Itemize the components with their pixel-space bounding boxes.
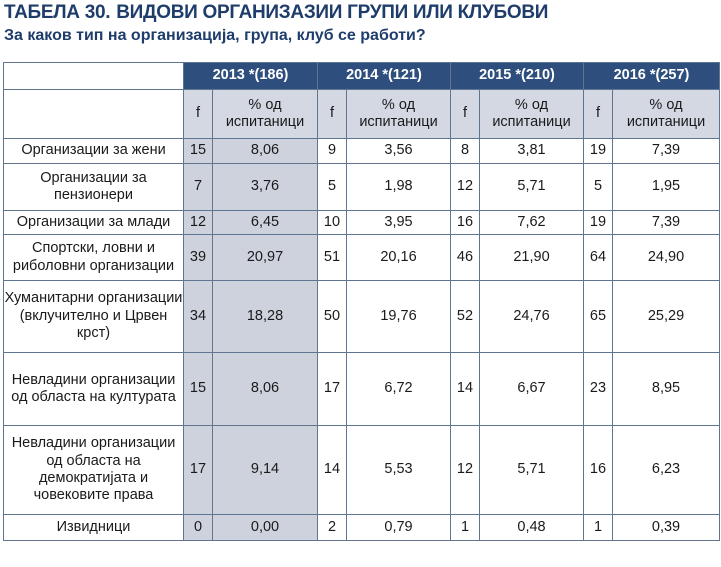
col-pct-header: % од испитаници [213,90,318,139]
cell-f: 64 [584,235,613,281]
cell-pct: 5,71 [480,426,584,515]
year-header: 2013 *(186) [184,63,318,90]
table-title-text: ВИДОВИ ОРГАНИЗАЗИИ ГРУПИ ИЛИ КЛУБОВИ [116,2,549,23]
row-label: Извидници [4,515,184,541]
cell-f: 19 [584,211,613,235]
cell-f: 5 [318,164,347,211]
cell-f: 17 [184,426,213,515]
row-label: Спортски, ловни и риболовни организации [4,235,184,281]
cell-f: 19 [584,139,613,164]
table-row [4,235,720,281]
cell-f: 2 [318,515,347,541]
cell-f: 34 [184,281,213,353]
cell-pct: 18,28 [213,281,318,353]
cell-pct: 9,14 [213,426,318,515]
cell-f: 1 [584,515,613,541]
cell-f: 0 [184,515,213,541]
cell-pct: 0,48 [480,515,584,541]
cell-f: 1 [451,515,480,541]
cell-pct: 24,76 [480,281,584,353]
cell-f: 15 [184,353,213,426]
row-label: Невладини организации од областа на културата [4,353,184,426]
cell-pct: 6,72 [347,353,451,426]
cell-f: 15 [184,139,213,164]
cell-f: 12 [184,211,213,235]
organizations-table [3,62,720,541]
cell-pct: 1,95 [613,164,720,211]
cell-pct: 3,81 [480,139,584,164]
col-f-header: f [584,90,613,139]
col-pct-header: % од испитаници [613,90,720,139]
cell-f: 10 [318,211,347,235]
cell-pct: 6,67 [480,353,584,426]
row-label: Организации за млади [4,211,184,235]
row-label: Хуманитарни организации (вклучително и Црвен крст) [4,281,184,353]
cell-pct: 8,95 [613,353,720,426]
cell-f: 12 [451,164,480,211]
cell-pct: 3,56 [347,139,451,164]
cell-f: 16 [451,211,480,235]
row-label: Организации за пензионери [4,164,184,211]
cell-pct: 19,76 [347,281,451,353]
cell-f: 17 [318,353,347,426]
table-subtitle: За каков тип на организација, група, клуб се работи? [4,27,426,44]
cell-f: 39 [184,235,213,281]
table-row [4,426,720,515]
table-row [4,139,720,164]
cell-f: 5 [584,164,613,211]
cell-pct: 3,76 [213,164,318,211]
table-number: ТАБЕЛА 30. [4,2,111,23]
cell-pct: 20,16 [347,235,451,281]
cell-f: 52 [451,281,480,353]
cell-pct: 7,39 [613,139,720,164]
cell-f: 16 [584,426,613,515]
header-corner-sub [4,90,184,139]
cell-pct: 3,95 [347,211,451,235]
cell-pct: 8,06 [213,139,318,164]
cell-pct: 0,39 [613,515,720,541]
cell-pct: 25,29 [613,281,720,353]
header-corner [4,63,184,90]
cell-f: 51 [318,235,347,281]
cell-pct: 24,90 [613,235,720,281]
cell-f: 8 [451,139,480,164]
cell-pct: 5,71 [480,164,584,211]
cell-f: 9 [318,139,347,164]
cell-pct: 7,39 [613,211,720,235]
year-header: 2016 *(257) [584,63,720,90]
cell-pct: 6,23 [613,426,720,515]
year-header: 2014 *(121) [318,63,451,90]
table-row [4,164,720,211]
cell-f: 14 [451,353,480,426]
col-pct-header: % од испитаници [480,90,584,139]
table-row [4,353,720,426]
cell-f: 12 [451,426,480,515]
cell-pct: 1,98 [347,164,451,211]
cell-pct: 6,45 [213,211,318,235]
row-label: Невладини организации од областа на демократијата и човековите права [4,426,184,515]
cell-pct: 21,90 [480,235,584,281]
cell-f: 7 [184,164,213,211]
cell-pct: 20,97 [213,235,318,281]
table-row [4,515,720,541]
cell-f: 65 [584,281,613,353]
table-row [4,281,720,353]
col-pct-header: % од испитаници [347,90,451,139]
year-header: 2015 *(210) [451,63,584,90]
col-f-header: f [184,90,213,139]
table-title [4,2,548,24]
cell-pct: 0,79 [347,515,451,541]
table-row [4,211,720,235]
cell-f: 50 [318,281,347,353]
cell-pct: 8,06 [213,353,318,426]
cell-pct: 5,53 [347,426,451,515]
cell-f: 23 [584,353,613,426]
cell-pct: 0,00 [213,515,318,541]
cell-f: 46 [451,235,480,281]
col-f-header: f [451,90,480,139]
col-f-header: f [318,90,347,139]
cell-f: 14 [318,426,347,515]
cell-pct: 7,62 [480,211,584,235]
row-label: Организации за жени [4,139,184,164]
